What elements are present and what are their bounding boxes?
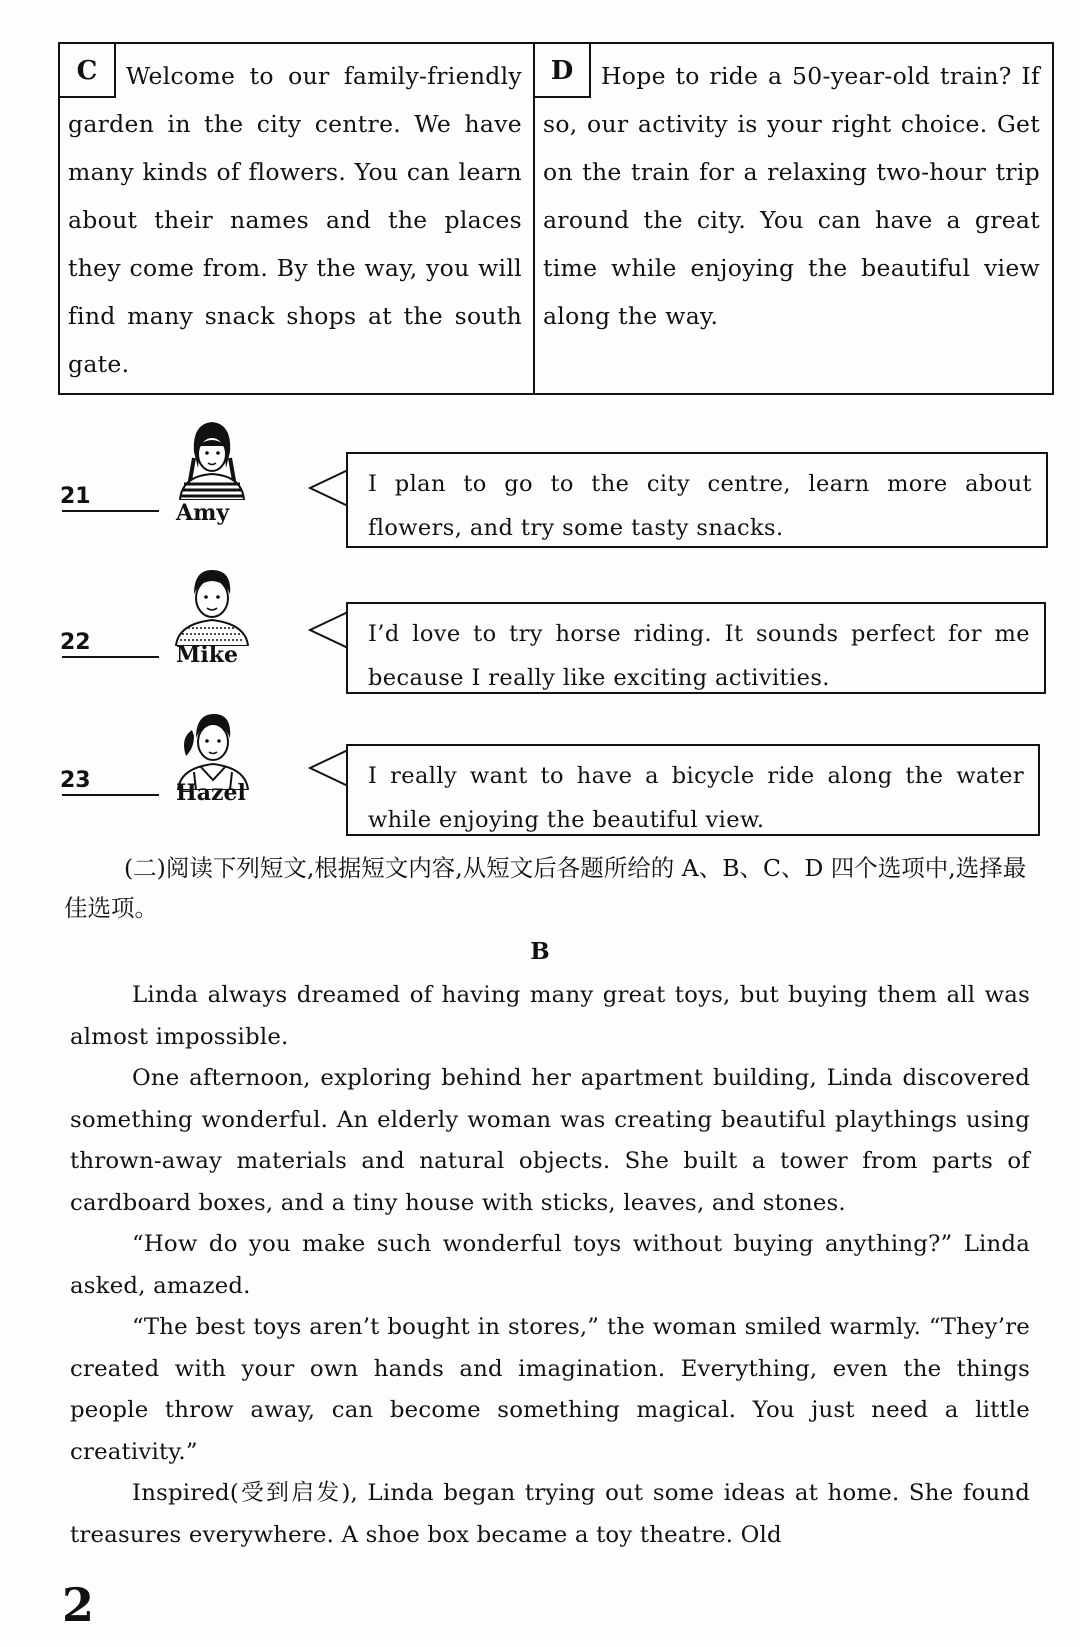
answer-blank[interactable] bbox=[62, 510, 159, 512]
question-number: 23 bbox=[60, 768, 91, 793]
student-name: Amy bbox=[176, 500, 230, 526]
passage-paragraph: Linda always dreamed of having many great toys, but buying them all was almost impossible. bbox=[70, 982, 1030, 1050]
ad-d-text: Hope to ride a 50-year-old train? If so, our activity is your right choice. Get on the train for a relaxing two-hour trip around the city. You can have a great time while enjoying the beautiful view along the way. bbox=[543, 62, 1040, 330]
question-23 bbox=[0, 708, 1080, 838]
ad-c-text: Welcome to our family-friendly garden in the city centre. We have many kinds of flowers. You can learn about their names and the places they come from. By the way, you will find many snack shops at the south gate. bbox=[68, 62, 522, 378]
ad-d-letter: D bbox=[535, 44, 591, 98]
speech-bubble bbox=[346, 602, 1046, 694]
passage-paragraph: “How do you make such wonderful toys without buying anything?” Linda asked, amazed. bbox=[70, 1231, 1030, 1299]
speech-text: I plan to go to the city centre, learn more about flowers, and try some tasty snacks. bbox=[368, 471, 1032, 541]
question-number: 22 bbox=[60, 630, 91, 655]
ads-table bbox=[58, 42, 1054, 395]
question-22 bbox=[0, 564, 1080, 694]
speech-tail bbox=[308, 748, 350, 788]
section-letter: B bbox=[530, 938, 550, 965]
hazel-portrait-icon bbox=[168, 708, 252, 790]
speech-tail bbox=[308, 610, 350, 650]
question-21 bbox=[0, 418, 1080, 548]
student-name: Hazel bbox=[176, 780, 246, 806]
student-name: Mike bbox=[176, 642, 238, 668]
answer-blank[interactable] bbox=[62, 794, 159, 796]
ad-c bbox=[60, 44, 534, 393]
speech-bubble bbox=[346, 452, 1048, 548]
ad-c-letter: C bbox=[60, 44, 116, 98]
instructions-text: (二)阅读下列短文,根据短文内容,从短文后各题所给的 A、B、C、D 四个选项中,选择最佳选项。 bbox=[64, 854, 1027, 922]
amy-portrait-icon bbox=[168, 418, 252, 500]
passage-paragraph: Inspired(受到启发), Linda began trying out some ideas at home. She found treasures everywhere. A shoe box became a toy theatre. Old bbox=[70, 1480, 1030, 1548]
section-instructions bbox=[64, 848, 1044, 928]
question-number: 21 bbox=[60, 484, 91, 509]
page-number: 2 bbox=[62, 1578, 95, 1632]
speech-bubble bbox=[346, 744, 1040, 836]
mike-portrait-icon bbox=[168, 564, 252, 646]
speech-text: I’d love to try horse riding. It sounds perfect for me because I really like exciting activities. bbox=[368, 621, 1030, 691]
ad-d bbox=[535, 44, 1052, 393]
passage-paragraph: “The best toys aren’t bought in stores,” the woman smiled warmly. “They’re created with your own hands and imagination. Everything, even the things people throw away, can become something magical. You just need a little creativity.” bbox=[70, 1314, 1030, 1465]
answer-blank[interactable] bbox=[62, 656, 159, 658]
speech-text: I really want to have a bicycle ride along the water while enjoying the beautiful view. bbox=[368, 763, 1024, 833]
reading-passage bbox=[70, 975, 1030, 1556]
speech-tail bbox=[308, 468, 350, 508]
passage-paragraph: One afternoon, exploring behind her apartment building, Linda discovered something wonderful. An elderly woman was creating beautiful playthings using thrown-away materials and natural objects. She built a tower from parts of cardboard boxes, and a tiny house with sticks, leaves, and stones. bbox=[70, 1065, 1030, 1216]
